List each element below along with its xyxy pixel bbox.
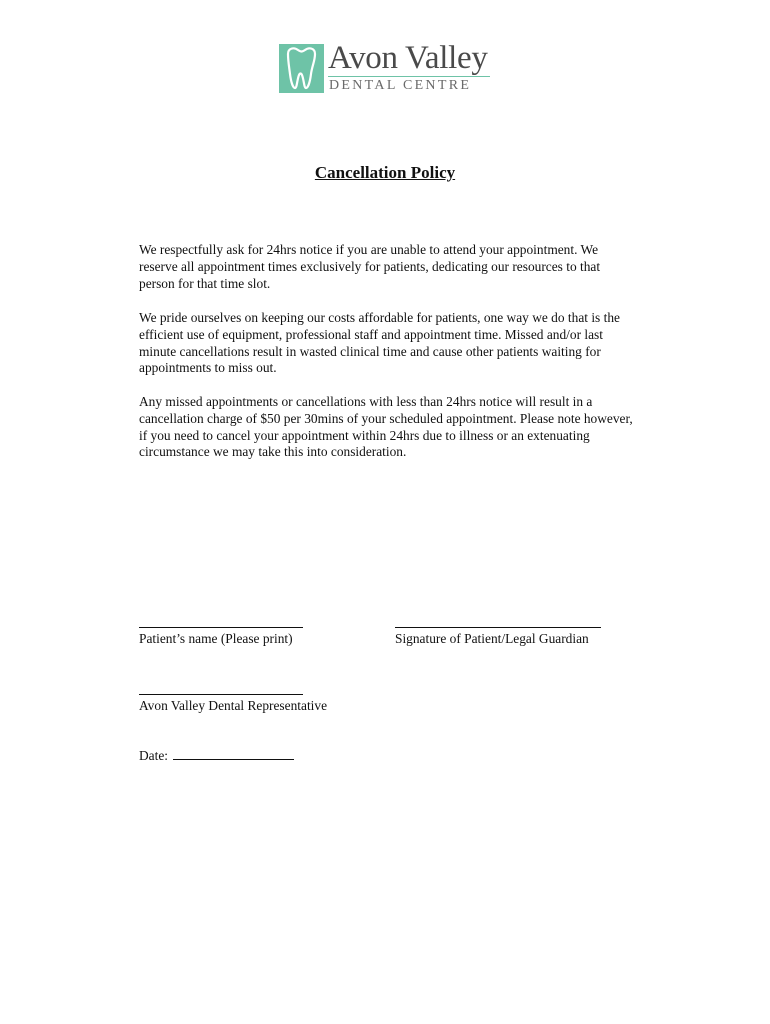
logo-divider <box>328 76 490 77</box>
policy-paragraph-charge: Any missed appointments or cancellations with less than 24hrs notice will result in a cancellation charge of $50 per 30mins of your scheduled appointment. Please note however, if you need to cancel your appointment within 24hrs due to illness or an extenuating circumstance we may take this into consideration. <box>139 394 633 460</box>
tooth-icon <box>279 44 324 93</box>
guardian-signature-label: Signature of Patient/Legal Guardian <box>395 631 589 646</box>
patient-name-label: Patient’s name (Please print) <box>139 631 293 646</box>
document-title: Cancellation Policy <box>314 163 456 182</box>
date-label: Date: <box>139 748 168 763</box>
representative-line[interactable] <box>139 679 303 695</box>
policy-paragraph-costs: We pride ourselves on keeping our costs affordable for patients, one way we do that is the efficient use of equipment, professional staff and appointment time. Missed and/or last minute cancellations result in wasted clinical time and cause other patients waiting for appointments to miss out. <box>139 310 620 376</box>
logo-name: Avon Valley <box>328 40 488 76</box>
guardian-signature-line[interactable] <box>395 612 601 628</box>
clinic-logo <box>279 40 494 96</box>
date-block <box>139 746 294 764</box>
representative-label: Avon Valley Dental Representative <box>139 698 328 713</box>
patient-name-block <box>139 612 303 647</box>
date-line[interactable] <box>173 746 294 760</box>
guardian-signature-block <box>395 612 601 647</box>
logo-subtitle: DENTAL CENTRE <box>329 78 472 93</box>
policy-paragraph-notice: We respectfully ask for 24hrs notice if you are unable to attend your appointment. We reserve all appointment times exclusively for patients, dedicating our resources to that person for that time slot. <box>139 242 601 291</box>
patient-name-line[interactable] <box>139 612 303 628</box>
representative-block <box>139 679 327 714</box>
